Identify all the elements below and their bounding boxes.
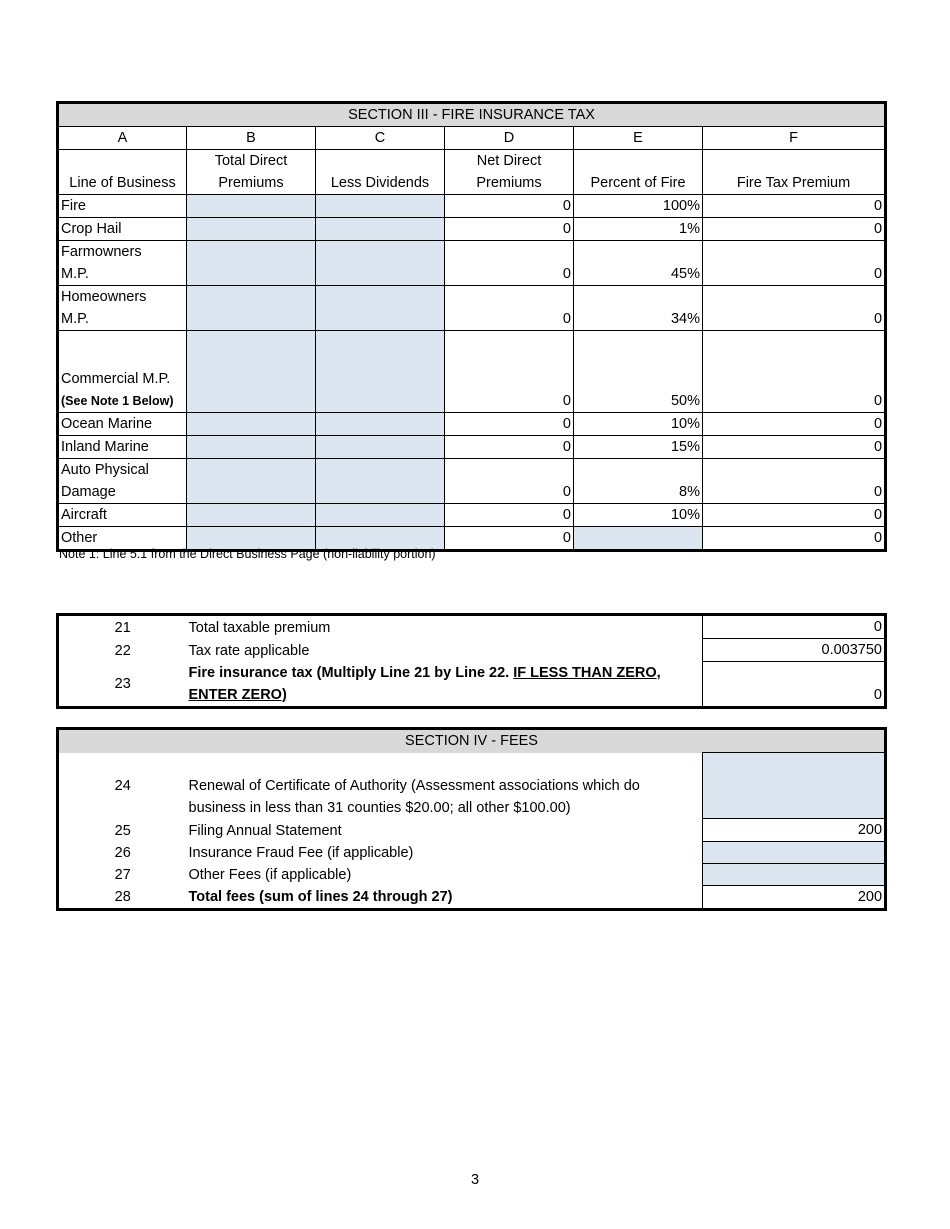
fire-tax-premium: 0 [703,527,886,551]
col-letter-a: A [58,127,187,150]
line-of-business: Ocean Marine [58,413,187,436]
percent-of-fire: 100% [574,195,703,218]
line-24-row [58,753,886,819]
line-25-row [58,819,886,842]
line-22-row [58,639,886,662]
net-direct-premiums: 0 [445,436,574,459]
table-row [58,241,886,286]
line-28-row [58,886,886,910]
fire-tax-premium: 0 [703,413,886,436]
total-direct-premiums-input[interactable] [187,504,316,527]
percent-of-fire-input[interactable] [574,527,703,551]
line-of-business: Other [58,527,187,551]
fire-tax-totals-table [56,613,887,709]
section3-note: Note 1: Line 5.1 from the Direct Business Page (non-liability portion) [59,547,436,561]
page-number: 3 [470,1172,480,1188]
less-dividends-input[interactable] [316,286,445,331]
fire-tax-premium: 0 [703,504,886,527]
col-letter-d: D [445,127,574,150]
percent-of-fire: 10% [574,413,703,436]
less-dividends-input[interactable] [316,504,445,527]
percent-of-fire: 10% [574,504,703,527]
percent-of-fire: 45% [574,241,703,286]
less-dividends-input[interactable] [316,218,445,241]
line-number: 28 [114,889,131,905]
line-27-row [58,864,886,886]
fire-tax-premium: 0 [703,436,886,459]
header-fire-tax-premium: Fire Tax Premium [703,150,886,195]
less-dividends-input[interactable] [316,436,445,459]
total-direct-premiums-input[interactable] [187,413,316,436]
column-headers-row [58,150,886,195]
column-letters-row [58,127,886,150]
net-direct-premiums: 0 [445,413,574,436]
header-percent-of-fire: Percent of Fire [574,150,703,195]
less-dividends-input[interactable] [316,331,445,413]
line-of-business: Farmowners M.P. [58,241,187,286]
less-dividends-input[interactable] [316,195,445,218]
col-letter-c: C [316,127,445,150]
tax-rate-value: 0.003750 [703,639,886,662]
header-total-direct-premiums: Total Direct Premiums [187,150,316,195]
percent-of-fire: 50% [574,331,703,413]
line-of-business: Homeowners M.P. [58,286,187,331]
net-direct-premiums: 0 [445,504,574,527]
header-net-direct-premiums: Net Direct Premiums [445,150,574,195]
header-line-of-business: Line of Business [58,150,187,195]
line-of-business: Commercial M.P. (See Note 1 Below) [58,331,187,413]
less-dividends-input[interactable] [316,413,445,436]
percent-of-fire: 8% [574,459,703,504]
line-label: Fire insurance tax (Multiply Line 21 by Line 22. IF LESS THAN ZERO, ENTER ZERO) [188,664,661,703]
insurance-fraud-fee-input[interactable] [703,842,886,864]
col-letter-f: F [703,127,886,150]
fire-insurance-tax-value: 0 [703,662,886,708]
net-direct-premiums: 0 [445,195,574,218]
total-taxable-premium-value: 0 [703,615,886,639]
table-row [58,459,886,504]
line-label: Other Fees (if applicable) [188,866,352,883]
line-number: 25 [114,822,131,839]
table-row [58,331,886,413]
total-fees-value: 200 [703,886,886,910]
fire-tax-premium: 0 [703,241,886,286]
line-label: Insurance Fraud Fee (if applicable) [188,844,414,861]
renewal-certificate-input[interactable] [703,753,886,819]
fire-tax-premium: 0 [703,218,886,241]
line-label: Renewal of Certificate of Authority (Assessment associations which do business in less than 31 counties $20.00; all other $100.00) [188,777,640,816]
line-21-row [58,615,886,639]
total-direct-premiums-input[interactable] [187,241,316,286]
line-26-row [58,842,886,864]
line-number: 23 [114,675,131,692]
line-of-business: Auto Physical Damage [58,459,187,504]
net-direct-premiums: 0 [445,286,574,331]
line-label: Total taxable premium [188,619,331,636]
table-row [58,413,886,436]
line-label: Filing Annual Statement [188,822,342,839]
line-number: 22 [114,642,131,659]
line-of-business: Crop Hail [58,218,187,241]
table-row [58,436,886,459]
line-number: 24 [114,777,131,794]
total-direct-premiums-input[interactable] [187,286,316,331]
total-direct-premiums-input[interactable] [187,459,316,504]
less-dividends-input[interactable] [316,459,445,504]
note-reference: (See Note 1 Below) [61,394,174,408]
table-row [58,218,886,241]
line-of-business: Aircraft [58,504,187,527]
line-number: 21 [114,619,131,636]
table-row [58,195,886,218]
net-direct-premiums: 0 [445,459,574,504]
percent-of-fire: 1% [574,218,703,241]
line-of-business: Fire [58,195,187,218]
total-direct-premiums-input[interactable] [187,436,316,459]
line-label: Total fees (sum of lines 24 through 27) [188,889,453,905]
percent-of-fire: 34% [574,286,703,331]
fees-table [56,727,887,911]
total-direct-premiums-input[interactable] [187,218,316,241]
line-of-business: Inland Marine [58,436,187,459]
filing-annual-statement-value: 200 [703,819,886,842]
net-direct-premiums: 0 [445,241,574,286]
less-dividends-input[interactable] [316,241,445,286]
table-row [58,286,886,331]
fire-tax-premium: 0 [703,331,886,413]
total-direct-premiums-input[interactable] [187,331,316,413]
col-letter-b: B [187,127,316,150]
section3-title: SECTION III - FIRE INSURANCE TAX [58,103,886,127]
line-23-row [58,662,886,708]
net-direct-premiums: 0 [445,527,574,551]
line-number: 27 [114,866,131,883]
net-direct-premiums: 0 [445,331,574,413]
fire-tax-premium: 0 [703,286,886,331]
line-number: 26 [114,844,131,861]
fire-tax-premium: 0 [703,459,886,504]
percent-of-fire: 15% [574,436,703,459]
net-direct-premiums: 0 [445,218,574,241]
table-row [58,504,886,527]
header-less-dividends: Less Dividends [316,150,445,195]
fire-insurance-tax-table [56,101,887,552]
line-label: Tax rate applicable [188,642,310,659]
col-letter-e: E [574,127,703,150]
other-fees-input[interactable] [703,864,886,886]
section4-title: SECTION IV - FEES [58,729,886,753]
total-direct-premiums-input[interactable] [187,195,316,218]
fire-tax-premium: 0 [703,195,886,218]
